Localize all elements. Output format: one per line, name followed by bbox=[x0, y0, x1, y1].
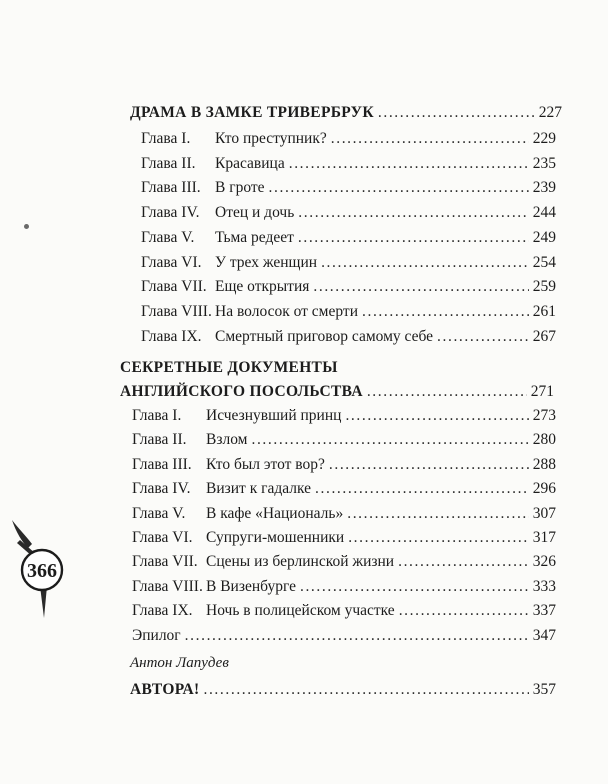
page-number: 366 bbox=[27, 560, 57, 582]
chapter-row bbox=[141, 303, 556, 321]
chapter-row bbox=[132, 431, 556, 449]
chapter-row bbox=[141, 254, 556, 272]
chapter-page: 249 bbox=[532, 228, 556, 246]
chapter-page: 235 bbox=[532, 154, 556, 172]
chapter-label: Глава VII. bbox=[132, 553, 198, 571]
chapter-page: 254 bbox=[532, 253, 556, 271]
section-1-page: 227 bbox=[538, 104, 562, 121]
chapter-label: Глава V. bbox=[132, 504, 186, 522]
leader-dots bbox=[315, 480, 529, 498]
section-2-title-line-1: СЕКРЕТНЫЕ ДОКУМЕНТЫ bbox=[120, 359, 338, 376]
chapter-page: 244 bbox=[532, 204, 556, 222]
leader-dots bbox=[321, 254, 529, 272]
chapter-row bbox=[141, 229, 556, 247]
chapter-title: Тьма редеет bbox=[215, 228, 294, 246]
chapter-page: 280 bbox=[532, 431, 556, 449]
chapter-title: На волосок от смерти bbox=[215, 302, 358, 320]
chapter-label: Глава III. bbox=[141, 179, 201, 197]
chapter-page: 239 bbox=[532, 179, 556, 197]
final-entry-page: 357 bbox=[532, 681, 556, 698]
chapter-page: 333 bbox=[532, 577, 556, 595]
chapter-page: 307 bbox=[532, 504, 556, 522]
leader-dots bbox=[329, 456, 529, 474]
chapter-title: Взлом bbox=[206, 431, 248, 449]
chapter-label: Глава IX. bbox=[132, 602, 193, 620]
chapter-row bbox=[132, 505, 556, 523]
section-1-title: ДРАМА В ЗАМКЕ ТРИВЕРБРУК bbox=[130, 104, 374, 121]
leader-dots bbox=[203, 681, 528, 699]
chapter-title: Смертный приговор самому себе bbox=[215, 327, 434, 345]
leader-dots bbox=[398, 553, 529, 571]
chapter-title: Красавица bbox=[215, 154, 285, 172]
chapter-page: 326 bbox=[532, 553, 556, 571]
chapter-row bbox=[132, 456, 556, 474]
chapter-page: 273 bbox=[532, 407, 556, 424]
chapter-page: 296 bbox=[532, 480, 556, 498]
chapter-row bbox=[132, 480, 556, 498]
section-2-entry bbox=[120, 383, 554, 401]
leader-dots bbox=[345, 407, 528, 425]
leader-dots bbox=[348, 529, 529, 547]
chapter-label: Глава VI. bbox=[132, 529, 193, 546]
chapter-row bbox=[141, 130, 556, 148]
chapter-row bbox=[141, 179, 556, 197]
chapter-page: 337 bbox=[532, 602, 556, 620]
chapter-page: 259 bbox=[532, 278, 556, 296]
leader-dots bbox=[331, 130, 529, 148]
chapter-title: Супруги-мошенники bbox=[206, 529, 345, 546]
chapter-row bbox=[141, 155, 556, 173]
chapter-row bbox=[132, 578, 556, 596]
chapter-label: Эпилог bbox=[132, 626, 181, 644]
chapter-row bbox=[141, 328, 556, 346]
chapter-row bbox=[132, 529, 556, 547]
chapter-title: У трех женщин bbox=[215, 253, 318, 271]
leader-dots bbox=[437, 328, 529, 346]
chapter-page: 288 bbox=[532, 455, 556, 473]
chapter-label: Глава VIII. bbox=[141, 302, 212, 320]
section-2-page: 271 bbox=[530, 383, 554, 400]
chapter-title: Визит к гадалке bbox=[206, 480, 312, 498]
chapter-page: 347 bbox=[532, 626, 556, 644]
chapter-title: В гроте bbox=[215, 179, 265, 197]
chapter-label: Глава III. bbox=[132, 455, 192, 473]
chapter-label: Глава IV. bbox=[132, 480, 191, 498]
section-2-title-line-2: АНГЛИЙСКОГО ПОСОЛЬСТВА bbox=[120, 383, 363, 400]
chapter-page: 261 bbox=[532, 302, 556, 320]
chapter-label: Глава IX. bbox=[141, 327, 202, 345]
section-1-entry bbox=[130, 104, 562, 122]
leader-dots bbox=[367, 383, 527, 401]
chapter-row bbox=[132, 627, 556, 645]
chapter-title: Отец и дочь bbox=[215, 204, 295, 222]
chapter-label: Глава V. bbox=[141, 228, 195, 246]
page-number-badge bbox=[0, 514, 70, 624]
leader-dots bbox=[378, 104, 535, 122]
leader-dots bbox=[298, 229, 529, 247]
author-name: Антон Лапудев bbox=[130, 655, 229, 671]
final-entry bbox=[130, 681, 556, 699]
chapter-title: В кафе «Националь» bbox=[206, 504, 344, 522]
chapter-title: Ночь в полицейском участке bbox=[206, 602, 395, 620]
chapter-title: Еще открытия bbox=[215, 278, 310, 296]
chapter-row bbox=[132, 553, 556, 571]
leader-dots bbox=[347, 505, 529, 523]
chapter-title: В Визенбурге bbox=[206, 577, 296, 595]
chapter-label: Глава VIII. bbox=[132, 577, 203, 595]
leader-dots bbox=[269, 179, 529, 197]
chapter-title: Кто был этот вор? bbox=[206, 455, 325, 473]
chapter-row bbox=[132, 407, 556, 425]
chapter-page: 267 bbox=[532, 327, 556, 345]
chapter-title: Сцены из берлинской жизни bbox=[206, 553, 395, 571]
chapter-label: Глава VI. bbox=[141, 253, 202, 271]
leader-dots bbox=[313, 278, 528, 296]
leader-dots bbox=[289, 155, 529, 173]
chapter-page: 317 bbox=[532, 529, 556, 546]
leader-dots bbox=[300, 578, 529, 596]
chapter-label: Глава VII. bbox=[141, 278, 207, 296]
chapter-row bbox=[132, 602, 556, 620]
final-entry-title: АВТОРА! bbox=[130, 681, 200, 698]
chapter-label: Глава I. bbox=[141, 130, 191, 147]
chapter-label: Глава I. bbox=[132, 407, 182, 424]
ink-speck bbox=[24, 224, 29, 229]
chapter-row bbox=[141, 204, 556, 222]
chapter-title: Исчезнувший принц bbox=[206, 407, 342, 424]
chapter-label: Глава II. bbox=[132, 431, 187, 449]
leader-dots bbox=[399, 602, 529, 620]
chapter-label: Глава II. bbox=[141, 154, 196, 172]
leader-dots bbox=[251, 431, 528, 449]
chapter-row bbox=[141, 278, 556, 296]
chapter-title: Кто преступник? bbox=[215, 130, 327, 147]
leader-dots bbox=[185, 627, 529, 645]
chapter-page: 229 bbox=[532, 130, 556, 147]
leader-dots bbox=[362, 303, 529, 321]
leader-dots bbox=[298, 204, 528, 222]
chapter-label: Глава IV. bbox=[141, 204, 200, 222]
